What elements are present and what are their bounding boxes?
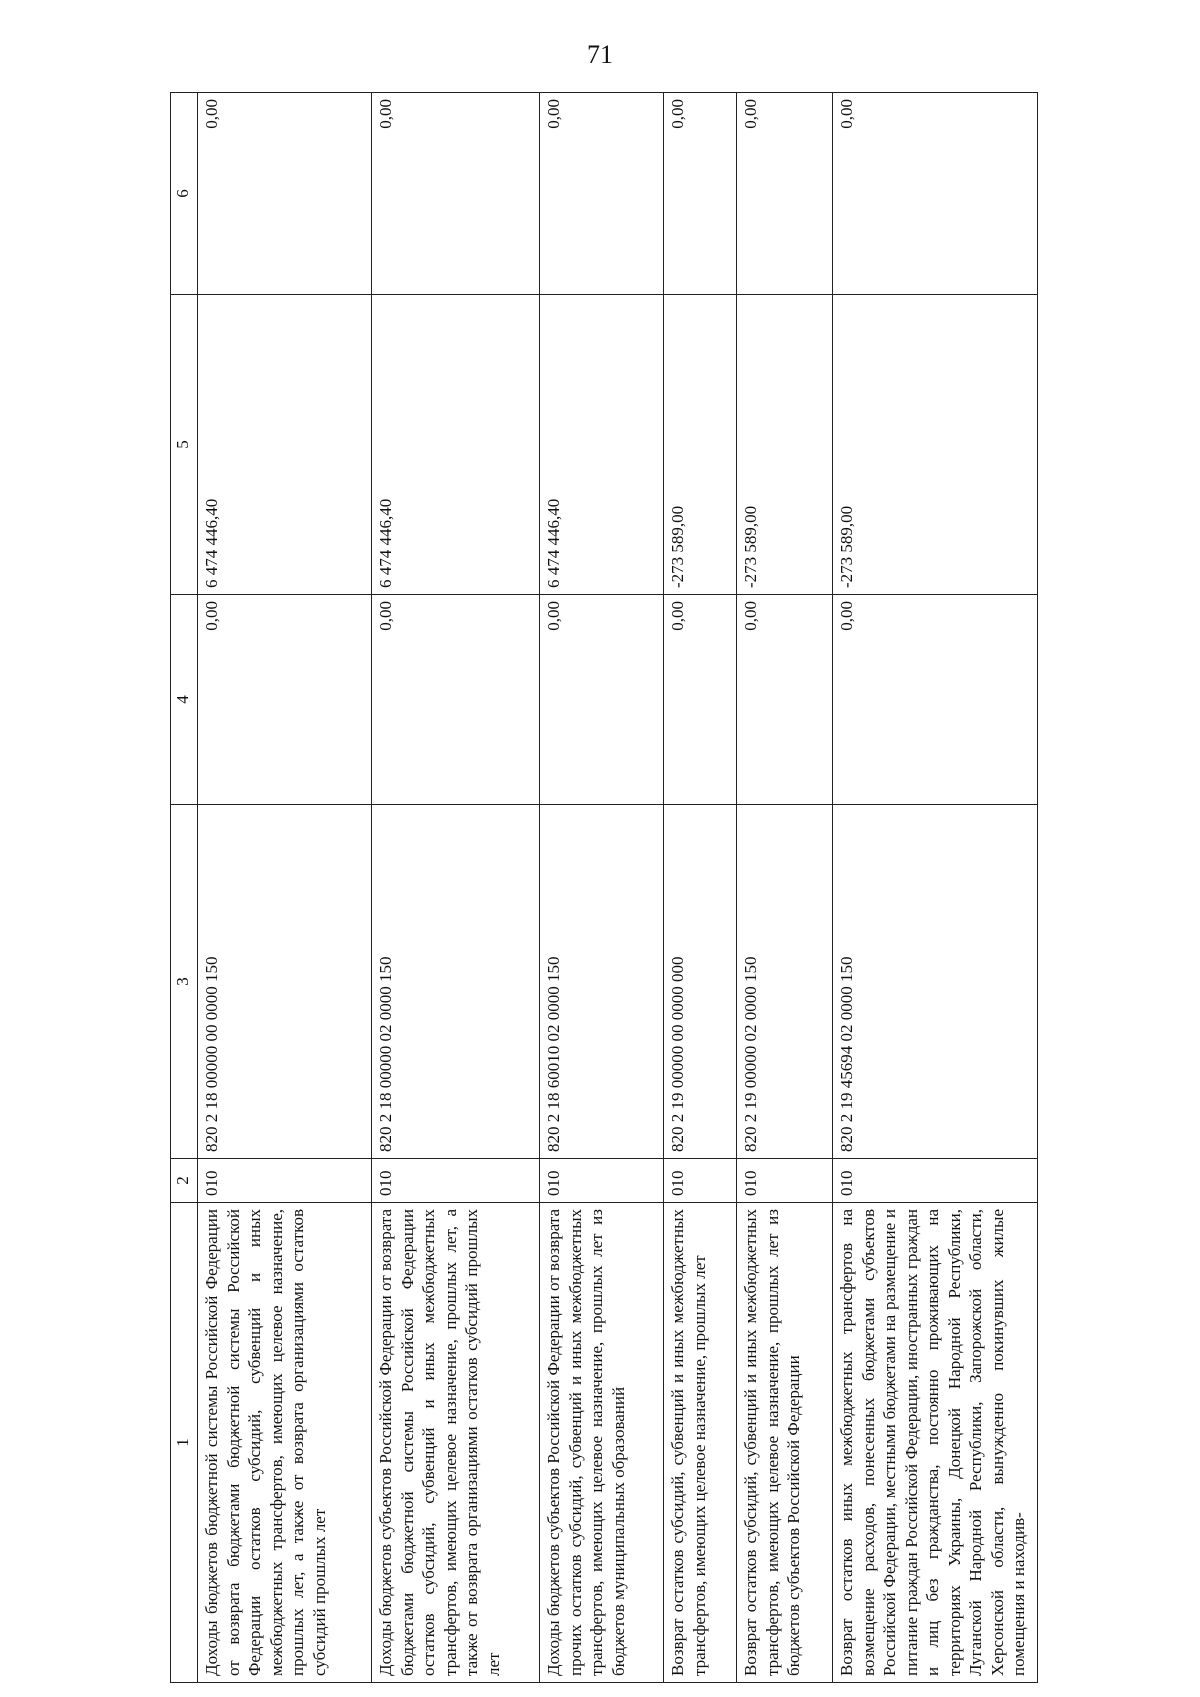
row-col4-value: 0,00 — [198, 595, 372, 805]
table-row — [198, 93, 372, 1683]
row-name: Возврат остатков иных межбюджетных трансфертов на возмещение расходов, понесенных бюджетами субъектов Российской Федерации, местными бюджетами на размещение и питание граждан Российской Федерации, иностранных граждан и лиц без гражданства, постоянно проживающих на территориях Украины, Донецкой Народной Республики, Луганской Народной Республики, Запорожской области, Херсонской области, вынужденно покинувших жилые помещения и находив- — [833, 1203, 1038, 1683]
row-kbk: 820 2 19 00000 02 0000 150 — [737, 805, 833, 1159]
row-col5-value: 6 474 446,40 — [372, 295, 540, 595]
row-col6-value: 0,00 — [664, 93, 737, 295]
row-col4-value: 0,00 — [737, 595, 833, 805]
table-row — [540, 93, 664, 1683]
row-code: 010 — [540, 1159, 664, 1203]
row-code: 010 — [664, 1159, 737, 1203]
row-col6-value: 0,00 — [540, 93, 664, 295]
row-col5-value: 6 474 446,40 — [540, 295, 664, 595]
row-name: Возврат остатков субсидий, субвенций и иных межбюджетных трансфертов, имеющих целевое назначение, прошлых лет из бюджетов субъектов Российской Федерации — [737, 1203, 833, 1683]
rotated-table-container — [170, 93, 1038, 1683]
row-kbk: 820 2 19 45694 02 0000 150 — [833, 805, 1038, 1159]
row-name: Доходы бюджетов субъектов Российской Федерации от возврата бюджетами бюджетной системы Российской Федерации остатков субсидий, субвенций и иных межбюджетных трансфертов, имеющих целевое назначение, прошлых лет, а также от возврата организациями остатков субсидий прошлых лет — [372, 1203, 540, 1683]
table-header-row — [171, 93, 198, 1683]
table-row — [833, 93, 1038, 1683]
page-number: 71 — [587, 40, 613, 69]
budget-table — [170, 92, 1038, 1683]
table-row — [664, 93, 737, 1683]
row-code: 010 — [372, 1159, 540, 1203]
row-col5-value: -273 589,00 — [664, 295, 737, 595]
row-kbk: 820 2 18 00000 00 0000 150 — [198, 805, 372, 1159]
row-col4-value: 0,00 — [372, 595, 540, 805]
row-col6-value: 0,00 — [737, 93, 833, 295]
row-col5-value: 6 474 446,40 — [198, 295, 372, 595]
row-kbk: 820 2 18 60010 02 0000 150 — [540, 805, 664, 1159]
row-col6-value: 0,00 — [833, 93, 1038, 295]
row-col6-value: 0,00 — [198, 93, 372, 295]
row-col4-value: 0,00 — [833, 595, 1038, 805]
row-kbk: 820 2 19 00000 00 0000 000 — [664, 805, 737, 1159]
row-name: Возврат остатков субсидий, субвенций и иных межбюджетных трансфертов, имеющих целевое назначение, прошлых лет — [664, 1203, 737, 1683]
row-name: Доходы бюджетов бюджетной системы Российской Федерации от возврата бюджетами бюджетной системы Российской Федерации остатков субсидий, субвенций и иных межбюджетных трансфертов, имеющих целевое назначение, прошлых лет, а также от возврата организациями остатков субсидий прошлых лет — [198, 1203, 372, 1683]
row-col4-value: 0,00 — [664, 595, 737, 805]
row-name: Доходы бюджетов субъектов Российской Федерации от возврата прочих остатков субсидий, субвенций и иных межбюджетных трансфертов, имеющих целевое назначение, прошлых лет из бюджетов муниципальных образований — [540, 1203, 664, 1683]
column-header-1: 1 — [171, 1203, 198, 1683]
column-header-5: 5 — [171, 295, 198, 595]
row-col5-value: -273 589,00 — [833, 295, 1038, 595]
row-code: 010 — [833, 1159, 1038, 1203]
row-kbk: 820 2 18 00000 02 0000 150 — [372, 805, 540, 1159]
column-header-3: 3 — [171, 805, 198, 1159]
row-code: 010 — [737, 1159, 833, 1203]
row-col4-value: 0,00 — [540, 595, 664, 805]
column-header-6: 6 — [171, 93, 198, 295]
row-code: 010 — [198, 1159, 372, 1203]
table-row — [737, 93, 833, 1683]
row-col6-value: 0,00 — [372, 93, 540, 295]
column-header-2: 2 — [171, 1159, 198, 1203]
table-row — [372, 93, 540, 1683]
row-col5-value: -273 589,00 — [737, 295, 833, 595]
column-header-4: 4 — [171, 595, 198, 805]
